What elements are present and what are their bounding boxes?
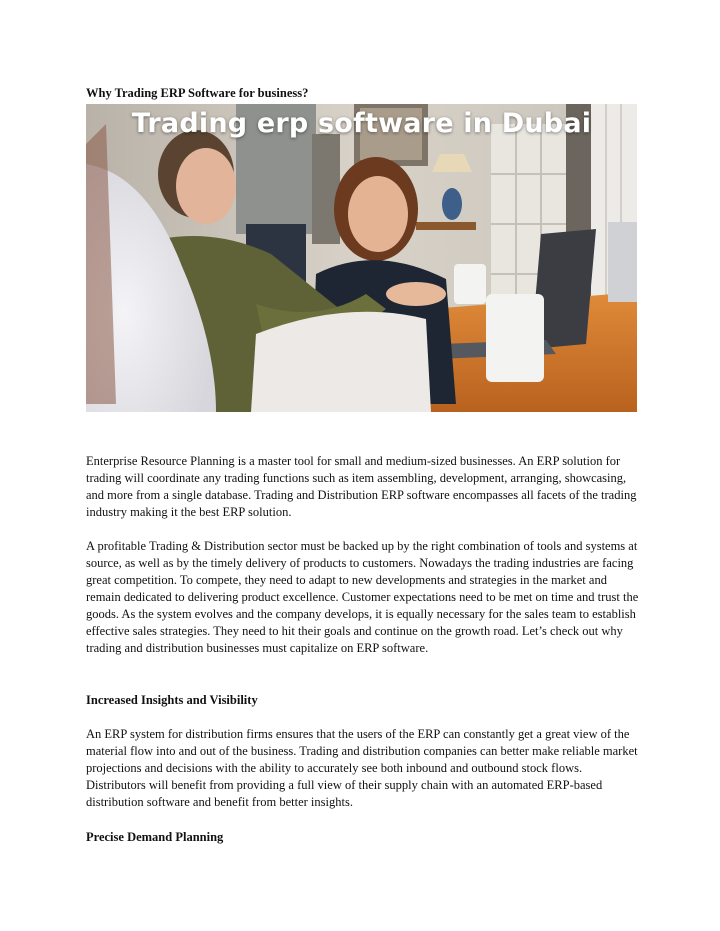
paragraph-insights: An ERP system for distribution firms ensures that the users of the ERP can constantly get a great view of the material flow into and out of the business. Trading and distribution companies can better make reliable market projections and decisions with the ability to accurately see both inbound and outbound stock flows. Distributors will benefit from providing a full view of their supply chain with an automated ERP-based distribution software and benefit from better insights.: [86, 727, 638, 809]
paragraph-intro: Enterprise Resource Planning is a master tool for small and medium-sized businesses. An ERP solution for trading will coordinate any trading functions such as item assembling, development, arranging, showcasing, and more from a single database. Trading and Distribution ERP software encompasses all facets of the trading industry making it the best ERP solution.: [86, 454, 637, 519]
section-heading-insights-visibility: Increased Insights and Visibility: [86, 693, 258, 707]
hero-overlay-title: Trading erp software in Dubai: [131, 108, 592, 139]
hero-image: [86, 104, 637, 412]
office-photo-illustration: [86, 104, 637, 412]
section-heading-why-trading-erp: Why Trading ERP Software for business?: [86, 86, 309, 100]
paragraph-profitable-sector: A profitable Trading & Distribution sector must be backed up by the right combination of tools and systems at source, as well as by the timely delivery of products to customers. Nowadays the trading industries are facing great competition. To compete, they need to adapt to new developments and strategies in the market and remain dedicated to delivering product excellence. Customer expectations need to be met on time and trust the goods. As the system evolves and the company develops, it is equally necessary for the sales team to establish effective sales strategies. They need to hit their goals and continue on the growth road. Let’s check out why trading and distribution businesses must capitalize on ERP software.: [86, 539, 639, 655]
section-heading-demand-planning: Precise Demand Planning: [86, 830, 224, 844]
